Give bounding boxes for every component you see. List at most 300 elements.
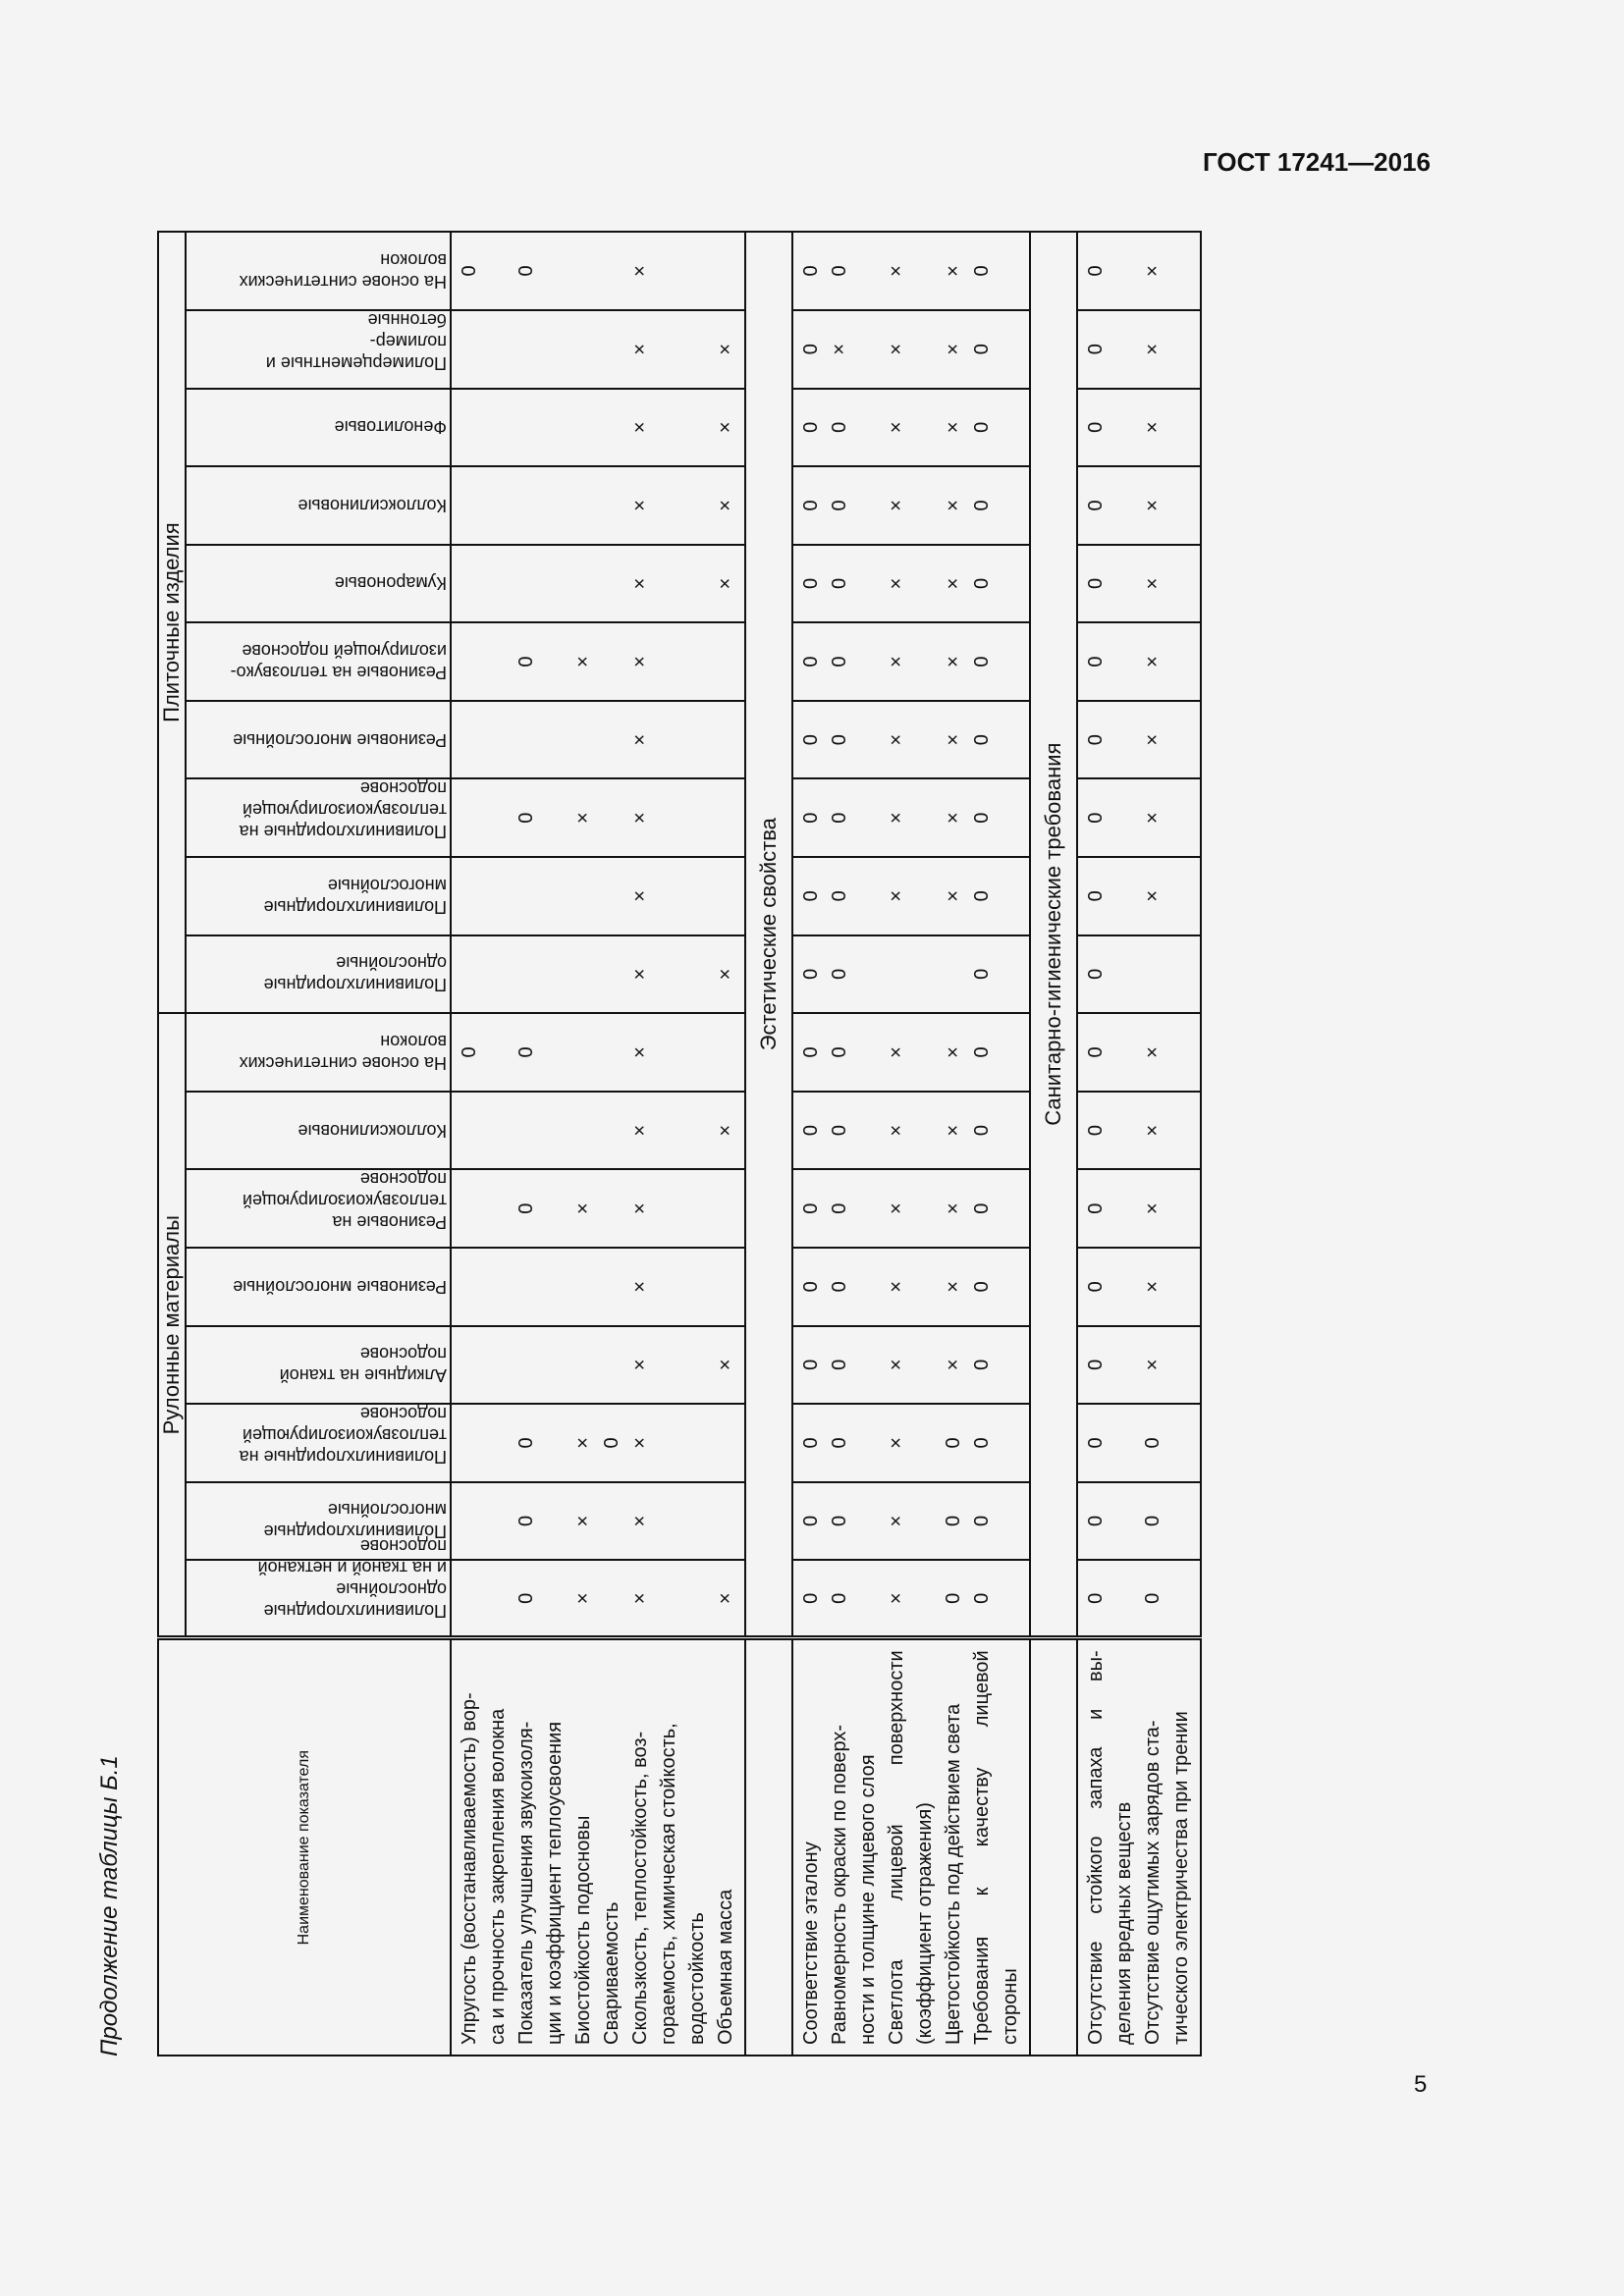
value-mark: × [629, 889, 651, 902]
column-header-line: На основе синтетических волокон [239, 249, 447, 292]
value-mark [513, 467, 569, 544]
value-stack [797, 390, 1025, 466]
value-mark: × [886, 1515, 907, 1527]
value-mark: × [886, 1359, 907, 1371]
value-stack [456, 546, 740, 622]
indicator-name-line [626, 1650, 655, 2045]
value-mark: 0 [829, 656, 850, 667]
value-mark [1139, 936, 1196, 1013]
value-mark: 0 [515, 1202, 537, 1214]
indicator-word: качеству [971, 1767, 993, 1847]
value-mark: 0 [800, 1437, 822, 1449]
value-stack [456, 1093, 740, 1169]
value-mark [569, 546, 598, 622]
value-mark: × [886, 812, 907, 825]
value-cell [451, 1482, 745, 1561]
value-mark [598, 390, 626, 466]
value-stack [456, 1170, 740, 1247]
value-cell [1077, 545, 1201, 623]
value-mark: 0 [829, 968, 850, 980]
column-header [186, 1169, 451, 1248]
value-cell [1077, 857, 1201, 935]
value-mark [513, 702, 569, 778]
value-mark: × [886, 1437, 907, 1449]
value-mark: × [1142, 656, 1164, 667]
value-mark: 0 [943, 1592, 964, 1604]
value-mark: 0 [800, 500, 822, 511]
value-mark [712, 1405, 740, 1481]
column-header-label [189, 1485, 447, 1556]
value-cell [451, 1560, 745, 1638]
column-header-line: Поливинилхлоридные однослойные [263, 1579, 447, 1622]
indicator-word: лицевой [971, 1650, 993, 1728]
value-mark: 0 [971, 656, 993, 667]
indicator-word: Объемная масса [715, 1889, 736, 2045]
indicator-name-line [513, 1650, 541, 2045]
value-mark: 0 [829, 890, 850, 902]
column-header-line: Резиновые на теплозвуко- [230, 663, 447, 683]
indicator-word: Отсутствие [1085, 1941, 1107, 2045]
value-mark: × [629, 343, 651, 355]
value-mark: 0 [971, 968, 993, 980]
value-cell [792, 622, 1030, 701]
value-mark [513, 1093, 569, 1169]
value-cell [1077, 1326, 1201, 1405]
value-mark [712, 1249, 740, 1325]
value-mark [598, 702, 626, 778]
value-mark [569, 233, 598, 309]
value-mark: × [1142, 577, 1164, 590]
column-header-line: Кумароновые [334, 573, 447, 594]
value-cell [792, 545, 1030, 623]
value-cell [1077, 1092, 1201, 1170]
value-mark: × [715, 1592, 736, 1605]
indicator-word: Соответствие эталону [800, 1842, 822, 2045]
value-mark: × [1142, 500, 1164, 511]
value-cell [451, 545, 745, 623]
value-mark: 0 [1085, 1592, 1107, 1604]
indicator-word: Скользкость, теплостойкость, воз- [629, 1731, 651, 2045]
value-mark: × [629, 968, 651, 981]
column-header [186, 935, 451, 1014]
value-mark: × [943, 1046, 964, 1058]
value-mark: 0 [800, 968, 822, 980]
value-mark: 0 [800, 1046, 822, 1058]
value-mark: 0 [1085, 500, 1107, 511]
value-mark: 0 [829, 1046, 850, 1058]
value-mark: × [629, 1592, 651, 1605]
value-mark: × [886, 500, 907, 511]
value-mark [598, 936, 626, 1013]
value-mark [456, 1170, 513, 1247]
value-cell [1077, 1169, 1201, 1248]
column-header-line: Коллоксилиновые [298, 495, 447, 515]
value-mark: 0 [515, 1592, 537, 1604]
value-stack [1082, 467, 1196, 544]
value-mark: × [1142, 1202, 1164, 1215]
value-stack [1082, 390, 1196, 466]
value-mark: × [886, 421, 907, 434]
group-header-tiles: Плиточные изделия [158, 232, 186, 1013]
value-stack [456, 467, 740, 544]
value-mark [598, 1170, 626, 1247]
value-mark: × [629, 1202, 651, 1215]
value-mark [569, 1093, 598, 1169]
value-cell [451, 935, 745, 1014]
column-header-label [189, 1154, 447, 1247]
value-mark [456, 623, 513, 700]
column-header-line: и на тканой и нетканой подоснове [257, 1536, 447, 1578]
value-mark: 0 [829, 1281, 850, 1293]
value-mark [569, 1249, 598, 1325]
value-mark: × [886, 656, 907, 667]
value-mark: × [1142, 812, 1164, 825]
value-mark [712, 233, 740, 309]
value-stack [456, 1405, 740, 1481]
indicator-word: Равномерность окраски по поверх- [829, 1724, 850, 2045]
column-header-label [189, 559, 447, 608]
value-stack [456, 1483, 740, 1560]
value-cell [792, 1092, 1030, 1170]
value-mark: × [943, 500, 964, 511]
value-mark: × [1142, 343, 1164, 355]
value-stack [1082, 311, 1196, 388]
indicator-word: Свариваемость [601, 1901, 623, 2045]
column-header [186, 389, 451, 467]
value-mark: 0 [829, 1437, 850, 1449]
value-mark: × [572, 656, 594, 667]
value-cell [451, 1326, 745, 1405]
value-stack [797, 936, 1025, 1013]
indicator-word: Отсутствие ощутимых зарядов ста- [1142, 1720, 1164, 2045]
indicator-name-line [1082, 1650, 1110, 2045]
indicator-word: Биостойкость подосновы [572, 1815, 594, 2045]
value-mark: × [886, 343, 907, 355]
value-mark: 0 [971, 421, 993, 433]
value-mark [456, 779, 513, 856]
value-stack [797, 702, 1025, 778]
value-cell [792, 466, 1030, 545]
value-cell [792, 778, 1030, 857]
value-stack [797, 858, 1025, 934]
value-mark: 0 [1085, 734, 1107, 746]
value-mark [598, 1093, 626, 1169]
value-mark: 0 [800, 1515, 822, 1527]
value-cell [1077, 389, 1201, 467]
value-mark: 0 [971, 1046, 993, 1058]
value-mark: 0 [971, 265, 993, 277]
value-mark: × [943, 889, 964, 902]
value-mark [598, 1327, 626, 1404]
value-cell [792, 857, 1030, 935]
indicator-word: са и прочность закрепления волокна [487, 1708, 509, 2045]
value-mark [712, 1483, 740, 1560]
value-mark: 0 [829, 577, 850, 590]
indicator-word: Требования [971, 1936, 993, 2045]
value-mark: × [943, 1280, 964, 1293]
value-mark: 0 [800, 265, 822, 277]
column-header-label [189, 716, 447, 765]
value-mark: 0 [515, 656, 537, 667]
value-mark: 0 [1085, 1515, 1107, 1527]
value-mark: 0 [1085, 968, 1107, 980]
value-mark: 0 [971, 812, 993, 824]
value-mark: × [1142, 1124, 1164, 1137]
indicator-name-line [598, 1650, 626, 2045]
value-mark: × [629, 1437, 651, 1449]
value-mark: 0 [800, 1202, 822, 1214]
value-mark: × [715, 1124, 736, 1137]
value-mark: × [943, 1202, 964, 1215]
indicator-word: и [1085, 1708, 1107, 1720]
indicator-word: ции и коэффициент теплоусвоения [544, 1721, 566, 2045]
indicator-word: поверхности [886, 1650, 907, 1766]
value-mark: 0 [971, 1437, 993, 1449]
value-mark: × [629, 812, 651, 825]
value-mark: × [629, 656, 651, 667]
value-mark: 0 [971, 1281, 993, 1293]
value-cell [451, 778, 745, 857]
value-mark [456, 702, 513, 778]
indicator-word: Упругость (восстанавливаемость) вор- [459, 1692, 480, 2045]
value-mark: × [886, 1280, 907, 1293]
value-mark [456, 1327, 513, 1404]
section-data-row [451, 232, 745, 2056]
column-header [186, 622, 451, 701]
column-header-line: Полимерцементные и полимер- [265, 331, 447, 373]
name-header-text: Наименование показателя [296, 1749, 312, 1946]
value-mark: × [829, 343, 850, 355]
value-stack [1082, 936, 1196, 1013]
value-cell [451, 1248, 745, 1326]
value-cell [1077, 232, 1201, 310]
value-stack [1082, 1093, 1196, 1169]
value-mark [598, 623, 626, 700]
value-mark: 0 [800, 890, 822, 902]
value-stack [1082, 1249, 1196, 1325]
value-mark: × [629, 1124, 651, 1137]
column-header [186, 1482, 451, 1561]
value-stack [456, 1327, 740, 1404]
value-mark: 0 [971, 1125, 993, 1137]
column-header-label [189, 1329, 447, 1400]
value-cell [792, 1248, 1030, 1326]
column-header [186, 1404, 451, 1482]
section-blank-cell [745, 1638, 792, 2056]
column-header [186, 545, 451, 623]
value-mark: × [629, 265, 651, 277]
indicator-word: вы- [1085, 1650, 1107, 1682]
value-mark: 0 [829, 1125, 850, 1137]
value-mark [598, 1561, 626, 1635]
value-stack [1082, 1170, 1196, 1247]
value-mark: 0 [800, 577, 822, 590]
column-header-line: изолирующей подоснове [242, 641, 447, 662]
section-title: Санитарно-гигиенические требования [1030, 232, 1077, 1638]
value-mark: 0 [515, 1437, 537, 1449]
value-stack [456, 936, 740, 1013]
value-mark: × [629, 1515, 651, 1527]
indicator-name-line [968, 1650, 997, 2045]
rotated-table-area [96, 231, 1409, 2056]
indicator-word: к [971, 1887, 993, 1896]
indicator-name-line [997, 1650, 1025, 2045]
value-stack [797, 1170, 1025, 1247]
indicator-name-line [1110, 1650, 1139, 2045]
value-mark: × [1142, 421, 1164, 434]
value-mark: 0 [1085, 1359, 1107, 1370]
value-mark: × [629, 1359, 651, 1371]
group-header-rolls: Рулонные материалы [158, 1013, 186, 1638]
value-mark: 0 [800, 1281, 822, 1293]
value-mark: × [943, 577, 964, 590]
section-data-row [1077, 232, 1201, 2056]
value-mark: × [1142, 889, 1164, 902]
value-mark: × [715, 1359, 736, 1371]
column-header-line: Фенолитовые [334, 417, 447, 438]
value-mark: 0 [971, 500, 993, 511]
value-cell [451, 389, 745, 467]
value-mark: 0 [943, 1437, 964, 1449]
section-row [745, 232, 792, 2056]
column-header-line: Резиновые многослойные [233, 1276, 447, 1297]
value-stack [456, 390, 740, 466]
value-mark: × [943, 421, 964, 434]
value-mark: 0 [800, 656, 822, 667]
value-mark [456, 390, 513, 466]
value-mark [456, 546, 513, 622]
value-cell [792, 389, 1030, 467]
value-mark: 0 [829, 812, 850, 824]
indicator-word: стойкого [1085, 1836, 1107, 1914]
indicator-word: Показатель улучшения звукоизоля- [515, 1721, 537, 2045]
indicator-word: стороны [1000, 1968, 1021, 2045]
value-mark [598, 779, 626, 856]
value-mark: × [943, 343, 964, 355]
value-mark [598, 1483, 626, 1560]
value-stack [797, 546, 1025, 622]
column-header-label [189, 1262, 447, 1311]
value-mark: × [886, 889, 907, 902]
value-mark: 0 [971, 734, 993, 746]
value-mark: × [629, 1280, 651, 1293]
value-mark: 0 [829, 1515, 850, 1527]
indicator-name-line [854, 1650, 883, 2045]
value-mark: 0 [971, 1359, 993, 1370]
value-mark: × [715, 421, 736, 434]
value-mark [513, 936, 569, 1013]
value-stack [456, 233, 740, 309]
value-stack [456, 1249, 740, 1325]
indicator-name-line [569, 1650, 598, 2045]
value-mark: 0 [800, 1359, 822, 1370]
value-mark: × [943, 265, 964, 277]
column-header-label [189, 1389, 447, 1481]
value-mark: 0 [1085, 577, 1107, 590]
column-header-line: Поливинилхлоридные на [239, 1446, 447, 1467]
column-header-label [189, 938, 447, 1009]
value-mark: 0 [829, 1592, 850, 1604]
column-header [186, 1536, 451, 1638]
column-header-line: Алкидные на тканой подоснове [279, 1344, 447, 1386]
value-cell [451, 232, 745, 310]
indicator-names-cell [451, 1638, 745, 2056]
value-mark: 0 [1085, 1281, 1107, 1293]
value-mark: × [629, 577, 651, 590]
value-mark [598, 1014, 626, 1091]
value-mark: 0 [515, 1046, 537, 1058]
value-mark: 0 [1085, 421, 1107, 433]
value-mark: 0 [1142, 1592, 1164, 1604]
value-stack [797, 1093, 1025, 1169]
value-cell [451, 1169, 745, 1248]
column-header-line: Резиновые многослойные [233, 729, 447, 750]
indicator-name-line [484, 1650, 513, 2045]
value-cell [792, 1326, 1030, 1405]
value-cell [1077, 1404, 1201, 1482]
value-mark: 0 [1085, 890, 1107, 902]
value-stack [456, 702, 740, 778]
value-mark [569, 1014, 598, 1091]
column-header [186, 466, 451, 545]
value-cell [1077, 466, 1201, 545]
value-mark: × [886, 733, 907, 746]
value-stack [797, 1483, 1025, 1560]
value-stack [456, 858, 740, 934]
properties-table [157, 231, 1202, 2056]
value-mark: 0 [459, 265, 480, 277]
value-mark [456, 1483, 513, 1560]
value-mark: × [629, 733, 651, 746]
indicator-name-line [1139, 1650, 1167, 2045]
value-stack [1082, 702, 1196, 778]
indicator-word: лицевой [886, 1824, 907, 1901]
value-mark: × [629, 1046, 651, 1058]
column-header-line: теплозвукоизолирующей подоснове [242, 1403, 447, 1445]
column-header-line: Поливинилхлоридные на [239, 821, 447, 841]
value-mark [456, 858, 513, 934]
section-data-row [792, 232, 1030, 2056]
column-header-line: Поливинилхлоридные однослойные [263, 953, 447, 995]
value-mark [456, 936, 513, 1013]
value-cell [792, 1013, 1030, 1092]
value-mark [513, 390, 569, 466]
value-mark: 0 [515, 265, 537, 277]
indicator-name-line [683, 1650, 712, 2045]
value-stack [1082, 1014, 1196, 1091]
value-mark: 0 [1085, 1046, 1107, 1058]
indicator-word: Цветостойкость под действием света [943, 1703, 964, 2045]
column-header [186, 310, 451, 389]
indicator-word: ности и толщине лицевого слоя [857, 1754, 879, 2045]
value-stack [1082, 546, 1196, 622]
value-mark: × [572, 1437, 594, 1449]
column-header [186, 1248, 451, 1326]
column-header-line: Резиновые на [332, 1211, 447, 1232]
value-mark [598, 1249, 626, 1325]
column-header [186, 1013, 451, 1092]
value-mark: × [572, 1515, 594, 1527]
value-mark [456, 311, 513, 388]
value-stack [797, 1405, 1025, 1481]
value-mark [940, 936, 968, 1013]
value-mark: × [715, 968, 736, 981]
value-mark: 0 [800, 1592, 822, 1604]
value-stack [456, 311, 740, 388]
value-mark: × [943, 812, 964, 825]
value-mark [513, 311, 569, 388]
column-header-label [189, 1106, 447, 1155]
